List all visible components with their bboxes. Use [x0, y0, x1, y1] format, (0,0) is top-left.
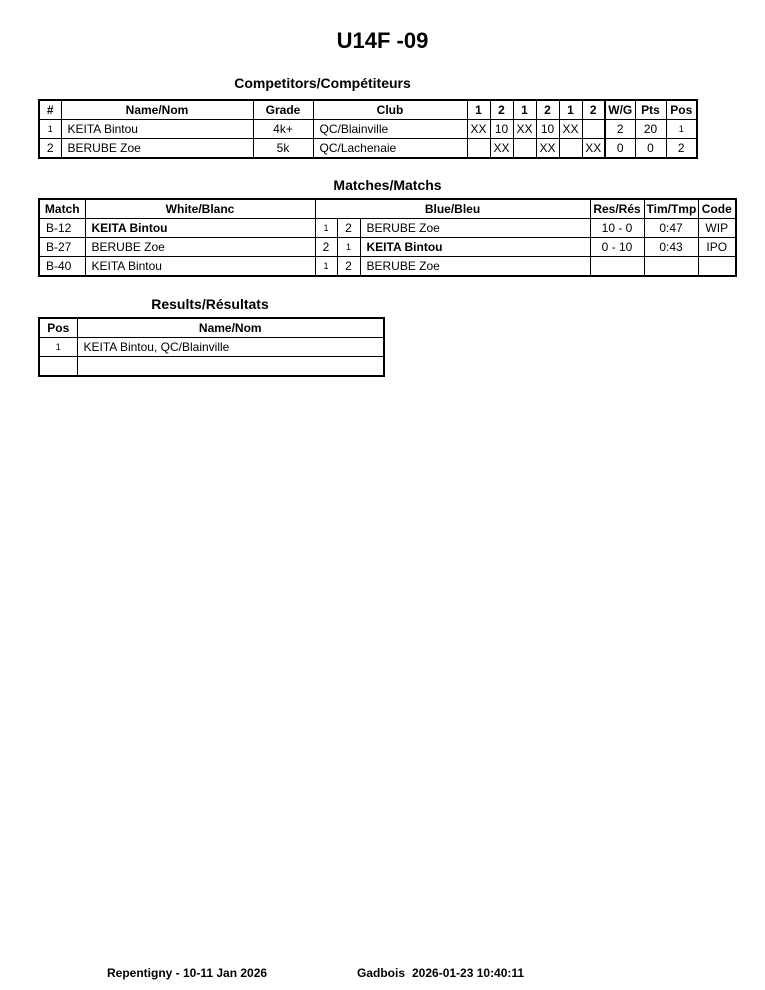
- match-id: B-40: [39, 257, 85, 277]
- col-s3: 1: [513, 100, 536, 120]
- white-name: KEITA Bintou: [85, 219, 315, 238]
- competitor-club: QC/Lachenaie: [313, 139, 467, 159]
- blue-name: BERUBE Zoe: [360, 257, 590, 277]
- table-row: [39, 338, 384, 357]
- table-row: [39, 139, 697, 159]
- col-res: Res/Rés: [590, 199, 644, 219]
- col-s6: 2: [582, 100, 605, 120]
- match-id: B-12: [39, 219, 85, 238]
- match-code: IPO: [698, 238, 736, 257]
- competitor-pts: 0: [635, 139, 666, 159]
- white-num: 1: [315, 257, 337, 277]
- blue-num: 2: [337, 257, 360, 277]
- match-time: 0:43: [644, 238, 698, 257]
- result-pos: 1: [39, 338, 77, 357]
- white-name: KEITA Bintou: [85, 257, 315, 277]
- col-s1: 1: [467, 100, 490, 120]
- competitor-pts: 20: [635, 120, 666, 139]
- col-pos: Pos: [666, 100, 697, 120]
- white-num: 2: [315, 238, 337, 257]
- score-cell: XX: [490, 139, 513, 159]
- competitors-table: [38, 99, 698, 159]
- white-name: BERUBE Zoe: [85, 238, 315, 257]
- score-cell: XX: [582, 139, 605, 159]
- competitor-name: KEITA Bintou: [61, 120, 253, 139]
- matches-header-row: [39, 199, 736, 219]
- result-name: [77, 357, 384, 377]
- col-result-name: Name/Nom: [77, 318, 384, 338]
- col-name: Name/Nom: [61, 100, 253, 120]
- score-cell: XX: [536, 139, 559, 159]
- col-num: #: [39, 100, 61, 120]
- competitors-header-row: [39, 100, 697, 120]
- match-time: [644, 257, 698, 277]
- col-s5: 1: [559, 100, 582, 120]
- blue-num: 1: [337, 238, 360, 257]
- page-title: U14F -09: [336, 28, 429, 53]
- match-result: [590, 257, 644, 277]
- col-s2: 2: [490, 100, 513, 120]
- match-code: [698, 257, 736, 277]
- blue-num: 2: [337, 219, 360, 238]
- score-cell: [513, 139, 536, 159]
- white-num: 1: [315, 219, 337, 238]
- matches-table: [38, 198, 737, 277]
- score-cell: 10: [490, 120, 513, 139]
- col-code: Code: [698, 199, 736, 219]
- footer-event: Repentigny - 10-11 Jan 2026: [107, 966, 268, 980]
- table-row: [39, 219, 736, 238]
- score-cell: [559, 139, 582, 159]
- col-blue: Blue/Bleu: [315, 199, 590, 219]
- col-s4: 2: [536, 100, 559, 120]
- matches-heading: Matches/Matchs: [333, 177, 442, 193]
- match-id: B-27: [39, 238, 85, 257]
- results-header-row: [39, 318, 384, 338]
- competitor-grade: 4k+: [253, 120, 313, 139]
- match-time: 0:47: [644, 219, 698, 238]
- col-result-pos: Pos: [39, 318, 77, 338]
- table-row: [39, 257, 736, 277]
- blue-name: KEITA Bintou: [360, 238, 590, 257]
- competitors-heading: Competitors/Compétiteurs: [234, 75, 411, 91]
- competitor-num: 2: [39, 139, 61, 159]
- result-name: KEITA Bintou, QC/Blainville: [77, 338, 384, 357]
- match-result: 0 - 10: [590, 238, 644, 257]
- competitor-name: BERUBE Zoe: [61, 139, 253, 159]
- footer-operator: Gadbois: [357, 966, 406, 980]
- score-cell: [467, 139, 490, 159]
- table-row: [39, 120, 697, 139]
- score-cell: XX: [467, 120, 490, 139]
- results-table: [38, 317, 385, 377]
- competitor-wg: 2: [605, 120, 635, 139]
- col-pts: Pts: [635, 100, 666, 120]
- blue-name: BERUBE Zoe: [360, 219, 590, 238]
- col-wg: W/G: [605, 100, 635, 120]
- col-time: Tim/Tmp: [644, 199, 698, 219]
- col-match: Match: [39, 199, 85, 219]
- competitor-pos: 2: [666, 139, 697, 159]
- table-row: [39, 357, 384, 377]
- table-row: [39, 238, 736, 257]
- result-pos: [39, 357, 77, 377]
- results-heading: Results/Résultats: [151, 296, 269, 312]
- competitor-wg: 0: [605, 139, 635, 159]
- match-code: WIP: [698, 219, 736, 238]
- col-club: Club: [313, 100, 467, 120]
- score-cell: [582, 120, 605, 139]
- score-cell: XX: [559, 120, 582, 139]
- competitor-pos: 1: [666, 120, 697, 139]
- competitor-num: 1: [39, 120, 61, 139]
- competitor-grade: 5k: [253, 139, 313, 159]
- competitor-club: QC/Blainville: [313, 120, 467, 139]
- footer-timestamp: 2026-01-23 10:40:11: [412, 966, 525, 980]
- col-white: White/Blanc: [85, 199, 315, 219]
- match-result: 10 - 0: [590, 219, 644, 238]
- col-grade: Grade: [253, 100, 313, 120]
- score-cell: XX: [513, 120, 536, 139]
- score-cell: 10: [536, 120, 559, 139]
